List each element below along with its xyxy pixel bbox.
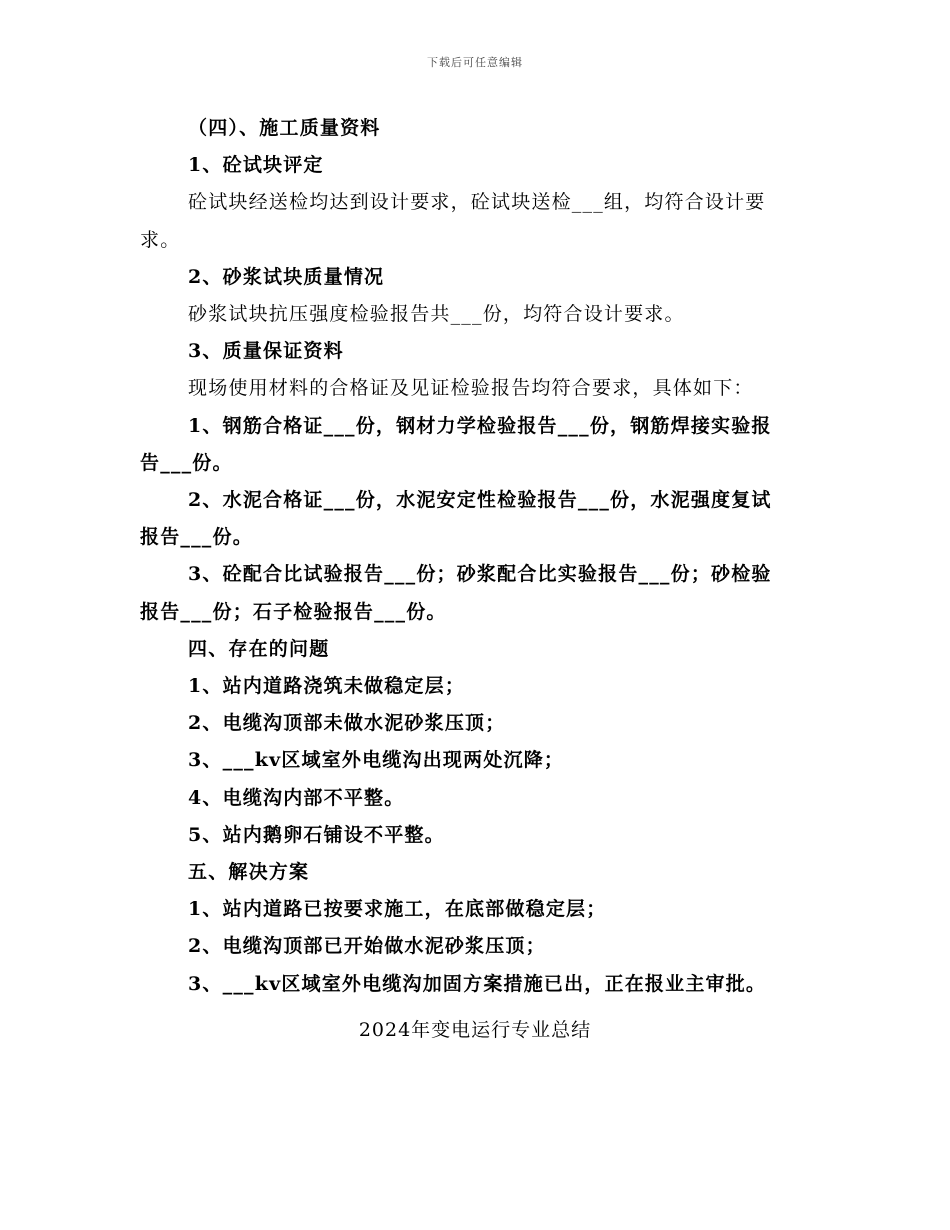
document-body [140,110,812,1003]
line-13: 报告___份；石子检验报告___份。 [140,600,447,623]
line-16: 2、电缆沟顶部未做水泥砂浆压顶； [188,712,506,735]
line-19: 5、站内鹅卵石铺设不平整。 [188,823,445,846]
line-12: 3、砼配合比试验报告___份；砂浆配合比实验报告___份；砂检验 [188,563,772,586]
line-7: 现场使用材料的合格证及见证检验报告均符合要求，具体如下： [188,377,754,400]
line-18: 4、电缆沟内部不平整。 [188,786,405,809]
line-1: 1、砼试块评定 [188,154,324,177]
line-20: 五、解决方案 [188,861,310,884]
line-22: 2、电缆沟顶部已开始做水泥砂浆压顶； [188,935,546,958]
next-document-title: 2024年变电运行专业总结 [358,1019,592,1041]
line-2: 砼试块经送检均达到设计要求，砼试块送检___组，均符合设计要 [188,191,766,214]
line-6: 3、质量保证资料 [188,340,344,363]
line-9: 告___份。 [140,451,233,474]
line-21: 1、站内道路已按要求施工，在底部做稳定层； [188,898,607,921]
line-3: 求。 [140,228,181,251]
line-14: 四、存在的问题 [188,637,330,660]
line-4: 2、砂浆试块质量情况 [188,265,385,288]
line-17: 3、___kv区域室外电缆沟出现两处沉降； [188,749,565,772]
line-15: 1、站内道路浇筑未做稳定层； [188,675,466,698]
page-header: 下载后可任意编辑 [427,56,523,69]
line-10: 2、水泥合格证___份，水泥安定性检验报告___份，水泥强度复试 [188,489,772,512]
line-0: （四）、施工质量资料 [188,117,381,139]
line-8: 1、钢筋合格证___份，钢材力学检验报告___份，钢筋焊接实验报 [188,414,772,437]
line-5: 砂浆试块抗压强度检验报告共___份，均符合设计要求。 [188,303,685,326]
line-23: 3、___kv区域室外电缆沟加固方案措施已出，正在报业主审批。 [188,972,767,995]
line-11: 报告___份。 [140,526,253,549]
